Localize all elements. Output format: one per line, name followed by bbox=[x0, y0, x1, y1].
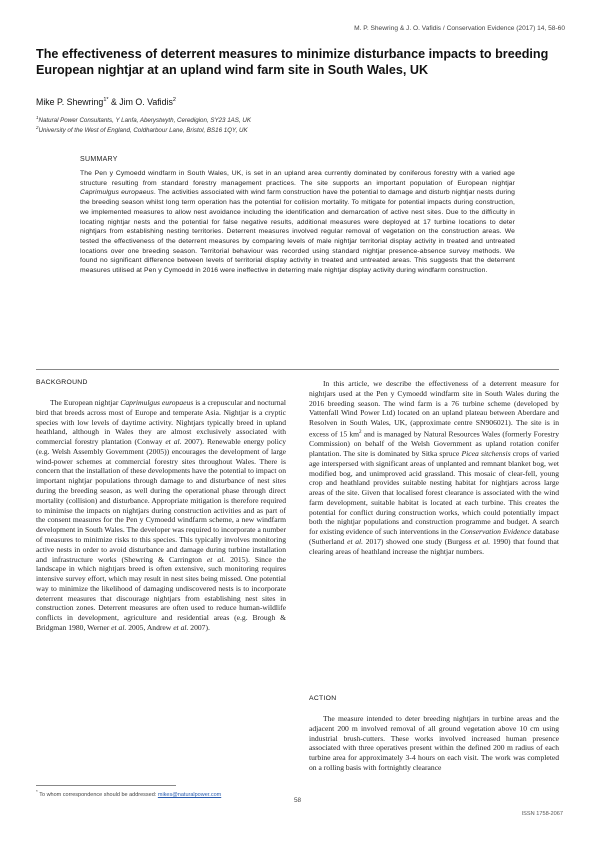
running-head: M. P. Shewring & J. O. Vafidis / Conservation Evidence (2017) 14, 58-60 bbox=[354, 25, 565, 32]
left-column-text bbox=[36, 398, 286, 633]
species-name: Caprimulgus europaeus bbox=[80, 189, 154, 197]
affiliation-text: Natural Power Consultants, Y Lanfa, Aberystwyth, Ceredigion, SY23 1AS, UK bbox=[38, 117, 251, 125]
author-affiliation-marker: 1* bbox=[103, 97, 109, 104]
author-affiliation-marker: 2 bbox=[172, 97, 176, 104]
author-name: Mike P. Shewring bbox=[36, 97, 104, 107]
text-run: 2005, Andrew bbox=[126, 622, 174, 632]
et-al: et al. bbox=[474, 537, 491, 547]
text-run: 2015). Since the landscape in which nightjars breed is often extensive, such monitoring requires intensive survey effort, which may result in nest sites being missed. One potential way to minimize the likelihood of damaging undiscovered nests is to incorporate deterrent measures that discourage nightjars from establishing nest sites in construction zones. Deterrent measures are often used to reduce human-wildlife conflicts in development, agriculture and residential areas (e.g. Brough & Bridgman 1980, Werner bbox=[36, 554, 287, 632]
action-heading: ACTION bbox=[309, 695, 337, 702]
et-al: et al. bbox=[206, 554, 226, 564]
text-run: is a crepuscular and nocturnal bird that breeds across most of Europe and temperate Asia. Nightjar is a cryptic species with low levels of daytime activity. Nightjars typically breed in upland heathland, although in Wales they are almost exclusively associated with commercial forestry plantation (Conway bbox=[36, 398, 286, 447]
text-run: and is managed by Natural Resources Wales (formerly Forestry Commission) on behalf of the Welsh Government as upland rotation conifer plantation. The site is dominated by Sitka spruce bbox=[309, 429, 559, 458]
text-run: 2007). bbox=[188, 622, 210, 632]
affiliation-marker: 2 bbox=[36, 125, 39, 130]
footnote-marker: * bbox=[36, 789, 38, 794]
affiliation-2 bbox=[36, 125, 248, 134]
summary-text bbox=[80, 169, 515, 276]
action-text bbox=[309, 714, 559, 773]
article-title: The effectiveness of deterrent measures to minimize disturbance impacts to breeding European nightjar at an upland wind farm site in South Wales, UK bbox=[36, 47, 549, 77]
et-al: et al. bbox=[165, 437, 182, 447]
text-run: The European nightjar bbox=[50, 398, 121, 407]
species-name: Caprimulgus europaeus bbox=[120, 398, 194, 407]
et-al: et al. bbox=[111, 622, 127, 632]
page-number: 58 bbox=[293, 797, 302, 804]
text-run: 1990) that found that clearing areas of heathland increase the nightjar numbers. bbox=[309, 537, 559, 556]
background-paragraph bbox=[36, 398, 286, 633]
email-link[interactable]: mikes@naturalpower.com bbox=[157, 791, 222, 798]
text-run: In this article, we describe the effectiveness of a deterrent measure for nightjars used at the Pen y Cymoedd windfarm site in South Wales during the 2016 breeding season. The wind farm is a 76 turbine scheme (developed by Vattenfall Wind Power Ltd) located on an upland plateau between Aberdare and Resolven in South Wales, UK, (approximate centre SN906021). The site is in excess of 15 km bbox=[309, 379, 559, 439]
author-separator: & bbox=[108, 97, 120, 107]
superscript: 2 bbox=[359, 429, 362, 435]
text-run: database (Sutherland bbox=[309, 527, 559, 547]
summary-text-part: . The activities associated with wind farm construction have the potential to damage and disturb nightjar nests during the breeding season whilst long term operation has the potential for collision mortality. To mitigate for potential impacts during construction, we implemented measures to allow nest avoidance including the identification and demarcation of active nest sites. Due to the difficulty in locating nightjar nests and the potential for false negative results, additional measures were deployed at 17 turbine locations to deter nightjars from establishing nesting territories. Deterrent measures involved regular removal of vegetation on the construction areas. We tested the effectiveness of the deterrent measures by comparing levels of male nightjar territorial display activity in treated and untreated locations over one breeding season. Territorial behaviour was recorded using standard nightjar presence-absence survey methods. We found no significant difference between levels of territorial display activity in treated and untreated areas. This suggests that the deterrent measures utilised at Pen y Cymoedd in 2016 were ineffective in deterring male nightjar display activity during windfarm construction. bbox=[80, 189, 515, 275]
section-divider bbox=[36, 369, 559, 370]
text-run: 2017) showed one study (Burgess bbox=[363, 537, 475, 547]
text-run: crops of varied age interspersed with significant areas of unplanted and remnant blanket bog, wet modified bog, and unimproved acid grassland. This mosaic of clear-fell, young crop and heathland provides suitable nesting habitat for nightjars across large areas of the site. Given that localised forest clearance is associated with the wind farm development, suitable habitat is located at each turbine. This creates the potential for conflict during construction works, which could potentially impact both the nightjar populations and construction programme and budget. A search for existing evidence of such interventions in the bbox=[309, 449, 560, 537]
et-al: et al. bbox=[173, 622, 189, 632]
summary-heading: SUMMARY bbox=[80, 156, 118, 163]
species-name: Picea sitchensis bbox=[461, 449, 511, 458]
issn: ISSN 1758-2067 bbox=[521, 811, 563, 817]
summary-text-part: The Pen y Cymoedd windfarm in South Wales, UK, is set in an upland area currently dominated by coniferous forestry with a varied age structure resulting from standard forestry management practices. The site supports an important population of European nightjar bbox=[80, 170, 515, 187]
intro-paragraph bbox=[309, 379, 559, 557]
database-name: Conservation Evidence bbox=[460, 527, 531, 537]
text-run: 2007). Renewable energy policy (e.g. Welsh Assembly Government (2005)) encourages the development of large wind-power schemes at commercial forestry sites throughout Wales. There is concern that the installation of these developments have the potential to impact on important nightjar populations through damage to and disturbance of nest sites during the breeding season, as well during the operational phase through direct mortality (collision) and disturbance. Appropriate mitigation is therefore required to minimise the impacts on nightjars during construction activities and as part of the consent measures for the Pen y Cymoedd windfarm scheme, a new windfarm development in South Wales. The developer was required to incorporate a number of measures to minimize risks to this species. This typically involves monitoring active nests in order to avoid disturbance and damage during turbine installation and infrastructure works (Shewring & Carrington bbox=[36, 437, 287, 564]
background-heading: BACKGROUND bbox=[36, 379, 88, 386]
affiliation-1 bbox=[36, 115, 251, 124]
action-paragraph: The measure intended to deter breeding nightjars in turbine areas and the adjacent 200 m involved removal of all ground vegetation above 10 cm using industrial brush-cutters. These works involved increased human presence associated with three operatives present within the defined 200 m radius of each turbine area for approximately 3-4 hours on each visit. The work was completed on a rolling basis with fortnightly clearance bbox=[309, 714, 559, 772]
author-name: Jim O. Vafidis bbox=[119, 97, 173, 107]
footnote-divider bbox=[36, 785, 176, 786]
et-al: et al. bbox=[347, 537, 364, 547]
affiliation-marker: 1 bbox=[36, 115, 39, 120]
affiliation-text: University of the West of England, Coldharbour Lane, Bristol, BS16 1QY, UK bbox=[38, 127, 248, 135]
author-list bbox=[36, 97, 176, 107]
right-column-text bbox=[309, 379, 559, 557]
footnote-text: To whom correspondence should be addressed: bbox=[37, 791, 158, 798]
